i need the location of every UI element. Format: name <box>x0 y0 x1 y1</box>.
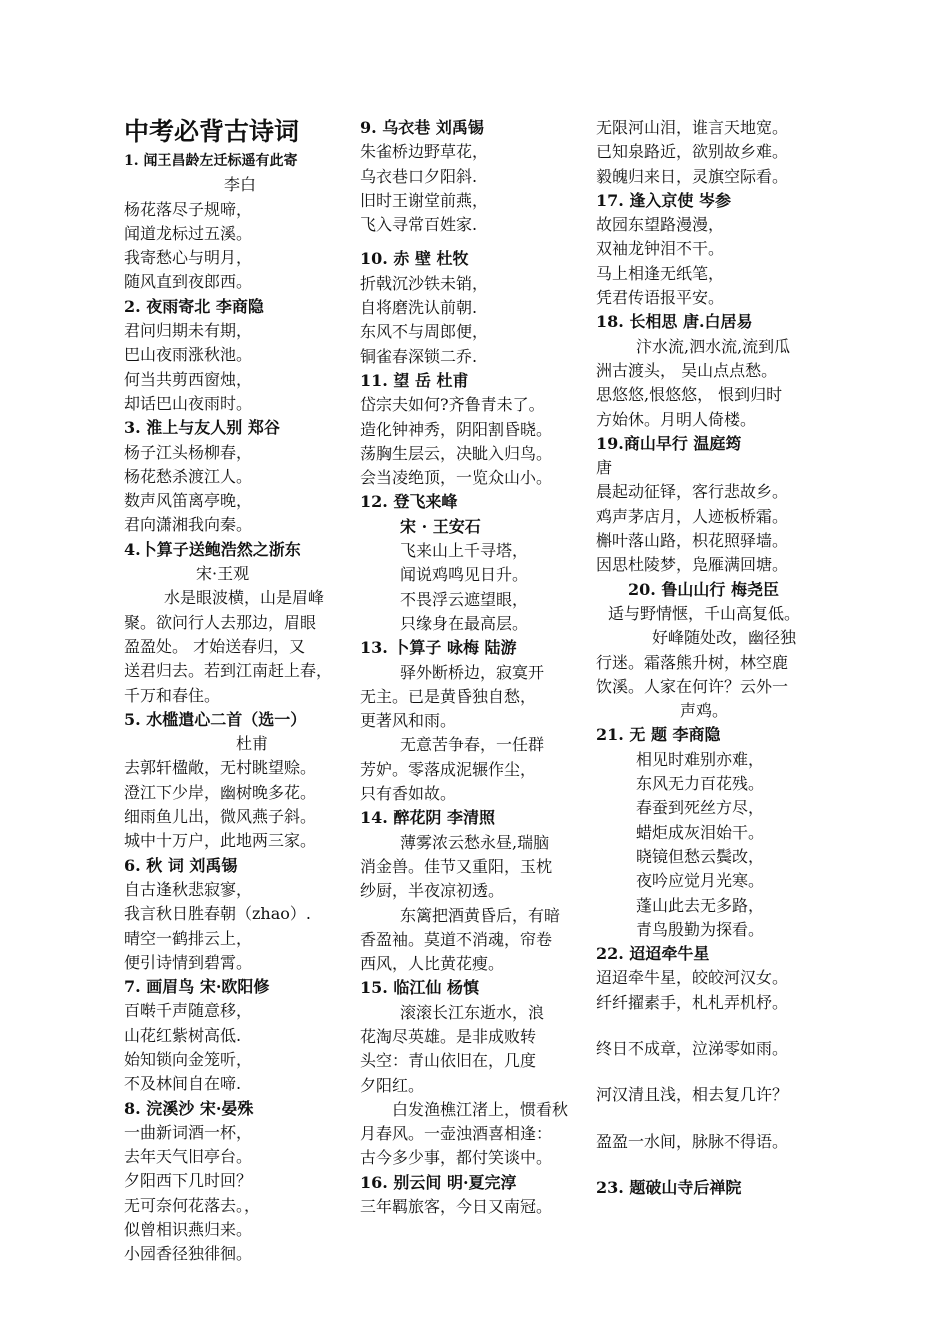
poem-line: 朱雀桥边野草花， <box>360 142 489 162</box>
poem-heading: 7. 画眉鸟 宋·欧阳修 <box>124 977 270 997</box>
poem-line: 月春风。一壶浊酒喜相逢： <box>360 1124 553 1144</box>
poem-line: 只缘身在最高层。 <box>400 613 529 633</box>
poem-line: 闻说鸡鸣见日升。 <box>400 565 529 585</box>
poem-line: 声鸡。 <box>680 701 729 721</box>
poem-line: 方始休。月明人倚楼。 <box>596 409 757 429</box>
poem-line: 蓬山此去无多路， <box>636 895 765 915</box>
poem-line: 花淘尽英雄。是非成败转 <box>360 1026 537 1046</box>
poem-heading: 1. 闻王昌龄左迁标遥有此寄 <box>124 153 298 169</box>
spacer <box>596 1015 832 1037</box>
poem-line: 杜甫 <box>236 734 269 754</box>
poem-line: 澄江下少岸，幽树晚多花。 <box>124 782 317 802</box>
poem-line: 相见时难别亦难， <box>636 749 765 769</box>
poem-line: 李白 <box>223 175 256 195</box>
poem-line: 晨起动征铎，客行悲故乡。 <box>596 482 789 502</box>
column-3 <box>596 116 832 1200</box>
poem-heading: 21. 无 题 李商隐 <box>596 725 721 745</box>
poem-heading: 19.商山早行 温庭筠 <box>596 433 742 453</box>
poem-line: 千万和春住。 <box>124 685 221 705</box>
poem-line: 细雨鱼儿出，微风燕子斜。 <box>124 807 317 827</box>
poem-heading: 2. 夜雨寄北 李商隐 <box>124 296 264 316</box>
poem-line: 凭君传语报平安。 <box>596 288 725 308</box>
poem-line: 蜡炬成灰泪始干。 <box>636 822 765 842</box>
poem-heading: 11. 望 岳 杜甫 <box>360 370 469 390</box>
poem-heading: 9. 乌衣巷 刘禹锡 <box>360 118 484 137</box>
poem-line: 折戟沉沙铁未销， <box>360 273 489 293</box>
poem-line: 无主。已是黄昏独自愁， <box>360 686 537 706</box>
poem-line: 始知锁向金笼听， <box>124 1049 253 1069</box>
poem-heading: 10. 赤 壁 杜牧 <box>360 249 469 269</box>
poem-heading: 23. 题破山寺后禅院 <box>596 1177 742 1197</box>
poem-line: 君向潇湘我向秦。 <box>124 515 253 535</box>
poem-heading: 宋 · 王安石 <box>400 516 481 536</box>
poem-line: 白发渔樵江渚上，惯看秋 <box>392 1099 569 1119</box>
poem-line: 盈盈处。 才始送春归，又 <box>124 636 306 656</box>
poem-line: 驿外断桥边，寂寞开 <box>400 662 545 682</box>
poem-line: 纤纤擢素手，札札弄机杼。 <box>596 992 789 1012</box>
poem-line: 香盈袖。莫道不消魂，帘卷 <box>360 929 553 949</box>
poem-line: 岱宗夫如何?齐鲁青未了。 <box>360 395 545 415</box>
poem-line: 青鸟殷勤为探看。 <box>636 919 765 939</box>
poem-heading: 3. 淮上与友人别 郑谷 <box>124 418 280 438</box>
poem-line: 无可奈何花落去。， <box>124 1195 261 1215</box>
poem-line: 何当共剪西窗烛， <box>124 369 253 389</box>
poem-line: 马上相逢无纸笔， <box>596 263 725 283</box>
poem-line: 双袖龙钟泪不干。 <box>596 239 725 259</box>
column-2 <box>360 116 592 1219</box>
poem-line: 毅魄归来日，灵旗空际看。 <box>596 166 789 186</box>
spacer <box>596 1061 832 1083</box>
poem-heading: 15. 临江仙 杨慎 <box>360 978 479 998</box>
poem-line: 滚滚长江东逝水，浪 <box>400 1002 545 1022</box>
poem-line: 山花红紫树高低. <box>124 1025 242 1045</box>
poem-heading: 5. 水槛遣心二首（选一） <box>124 709 307 729</box>
poem-line: 随风直到夜郎西。 <box>124 272 253 292</box>
poem-heading: 17. 逢入京使 岑参 <box>596 190 731 210</box>
poem-line: 饮溪。人家在何许？云外一 <box>596 676 789 696</box>
poem-heading: 18. 长相思 唐.白居易 <box>596 312 753 332</box>
poem-line: 盈盈一水间，脉脉不得语。 <box>596 1131 789 1151</box>
poem-line: 春蚕到死丝方尽， <box>636 798 765 818</box>
poem-line: 西风，人比黄花瘦。 <box>360 954 505 974</box>
poem-line: 东篱把酒黄昏后，有暗 <box>400 905 561 925</box>
poem-line: 聚。欲问行人去那边，眉眼 <box>124 612 317 632</box>
spacer <box>360 237 592 247</box>
poem-line: 我言秋日胜春朝（zhao）. <box>124 904 311 924</box>
poem-line: 不及林间自在啼. <box>124 1074 242 1094</box>
poem-line: 已知泉路近，欲别故乡难。 <box>596 142 789 162</box>
poem-heading: 8. 浣溪沙 宋·晏殊 <box>124 1098 254 1118</box>
poem-line: 不畏浮云遮望眼， <box>400 589 529 609</box>
poem-line: 去郭轩楹敞，无村眺望赊。 <box>124 758 317 778</box>
poem-line: 似曾相识燕归来。 <box>124 1220 253 1240</box>
poem-line: 数声风笛离亭晚， <box>124 491 253 511</box>
poem-line: 古今多少事，都付笑谈中。 <box>360 1148 553 1168</box>
poem-line: 飞入寻常百姓家. <box>360 215 478 235</box>
column-1 <box>124 116 356 1267</box>
poem-line: 只有香如故。 <box>360 784 457 804</box>
poem-line: 无限河山泪，谁言天地宽。 <box>596 118 789 137</box>
spacer <box>596 1108 832 1130</box>
poem-line: 旧时王谢堂前燕， <box>360 190 489 210</box>
poem-heading: 22. 迢迢牵牛星 <box>596 944 710 964</box>
poem-heading: 6. 秋 词 刘禹锡 <box>124 855 238 875</box>
poem-heading: 16. 别云间 明·夏完淳 <box>360 1172 517 1192</box>
poem-line: 荡胸生层云，决眦入归鸟。 <box>360 443 553 463</box>
poem-line: 鸡声茅店月，人迹板桥霜。 <box>596 506 789 526</box>
poem-line: 却话巴山夜雨时。 <box>124 393 253 413</box>
poem-line: 好峰随处改，幽径独 <box>652 628 797 648</box>
poem-heading: 13. 卜算子 咏梅 陆游 <box>360 638 517 658</box>
poem-line: 唐 <box>596 458 613 478</box>
poem-line: 迢迢牵牛星，皎皎河汉女。 <box>596 968 789 988</box>
poem-line: 芳妒。零落成泥辗作尘， <box>360 759 537 779</box>
poem-line: 晓镜但愁云鬓改， <box>636 846 765 866</box>
poem-line: 故园东望路漫漫， <box>596 215 725 235</box>
poem-heading: 20. 鲁山山行 梅尧臣 <box>628 579 779 599</box>
poem-line: 水是眼波横，山是眉峰 <box>164 588 325 608</box>
poem-line: 铜雀春深锁二乔. <box>360 346 478 366</box>
poem-line: 杨花愁杀渡江人。 <box>124 466 253 486</box>
poem-line: 晴空一鹤排云上， <box>124 928 253 948</box>
spacer <box>596 1154 832 1176</box>
poem-line: 杨子江头杨柳春， <box>124 442 253 462</box>
poem-line: 洲古渡头， 吴山点点愁。 <box>596 360 778 380</box>
poem-line: 会当凌绝顶，一览众山小。 <box>360 468 553 488</box>
poem-line: 去年天气旧亭台。 <box>124 1147 253 1167</box>
poem-line: 我寄愁心与明月， <box>124 248 253 268</box>
poem-heading: 4.卜算子送鲍浩然之浙东 <box>124 539 301 559</box>
poem-line: 夕阳红。 <box>360 1075 425 1095</box>
poem-line: 送君归去。若到江南赶上春， <box>124 661 333 681</box>
poem-line: 百啭千声随意移， <box>124 1001 253 1021</box>
poem-heading: 12. 登飞来峰 <box>360 492 458 512</box>
poem-line: 河汉清且浅，相去复几许？ <box>596 1085 789 1105</box>
poem-line: 薄雾浓云愁永昼,瑞脑 <box>400 832 550 852</box>
page-title: 中考必背古诗词 <box>124 117 300 146</box>
poem-line: 小园香径独徘徊。 <box>124 1244 253 1264</box>
poem-line: 终日不成章，泣涕零如雨。 <box>596 1038 789 1058</box>
poem-line: 一曲新词酒一杯， <box>124 1122 253 1142</box>
poem-line: 便引诗情到碧霄。 <box>124 952 253 972</box>
poem-line: 东风不与周郎便， <box>360 322 489 342</box>
poem-line: 汴水流,泗水流,流到瓜 <box>636 336 791 356</box>
poem-line: 自古逢秋悲寂寥， <box>124 879 253 899</box>
poem-line: 巴山夜雨涨秋池。 <box>124 345 253 365</box>
poem-line: 槲叶落山路，枳花照驿墙。 <box>596 531 789 551</box>
poem-line: 乌衣巷口夕阳斜. <box>360 166 478 186</box>
poem-line: 行迷。霜落熊升树，林空鹿 <box>596 652 789 672</box>
poem-line: 杨花落尽子规啼， <box>124 199 253 219</box>
poem-line: 造化钟神秀，阴阳割昏晓。 <box>360 419 553 439</box>
poem-line: 无意苦争春，一任群 <box>400 735 545 755</box>
poem-line: 消金兽。佳节又重阳，玉枕 <box>360 856 553 876</box>
poem-line: 宋·王观 <box>196 564 250 584</box>
poem-line: 更著风和雨。 <box>360 711 457 731</box>
poem-heading: 14. 醉花阴 李清照 <box>360 808 495 828</box>
poem-line: 思悠悠,恨悠悠， 恨到归时 <box>596 385 783 405</box>
poem-line: 三年羁旅客，今日又南冠。 <box>360 1197 553 1217</box>
poem-line: 自将磨洗认前朝. <box>360 298 478 318</box>
poem-line: 夜吟应觉月光寒。 <box>636 871 765 891</box>
poem-line: 因思杜陵梦，凫雁满回塘。 <box>596 555 789 575</box>
poem-line: 闻道龙标过五溪。 <box>124 223 253 243</box>
poem-line: 东风无力百花残。 <box>636 774 765 794</box>
poem-line: 适与野情惬，千山高复低。 <box>608 603 801 623</box>
poem-line: 纱厨，半夜凉初透。 <box>360 881 505 901</box>
poem-line: 君问归期未有期， <box>124 321 253 341</box>
poem-line: 夕阳西下几时回？ <box>124 1171 253 1191</box>
poem-line: 飞来山上千寻塔， <box>400 541 529 561</box>
poem-line: 城中十万户，此地两三家。 <box>124 831 317 851</box>
poem-line: 头空：青山依旧在，几度 <box>360 1051 537 1071</box>
